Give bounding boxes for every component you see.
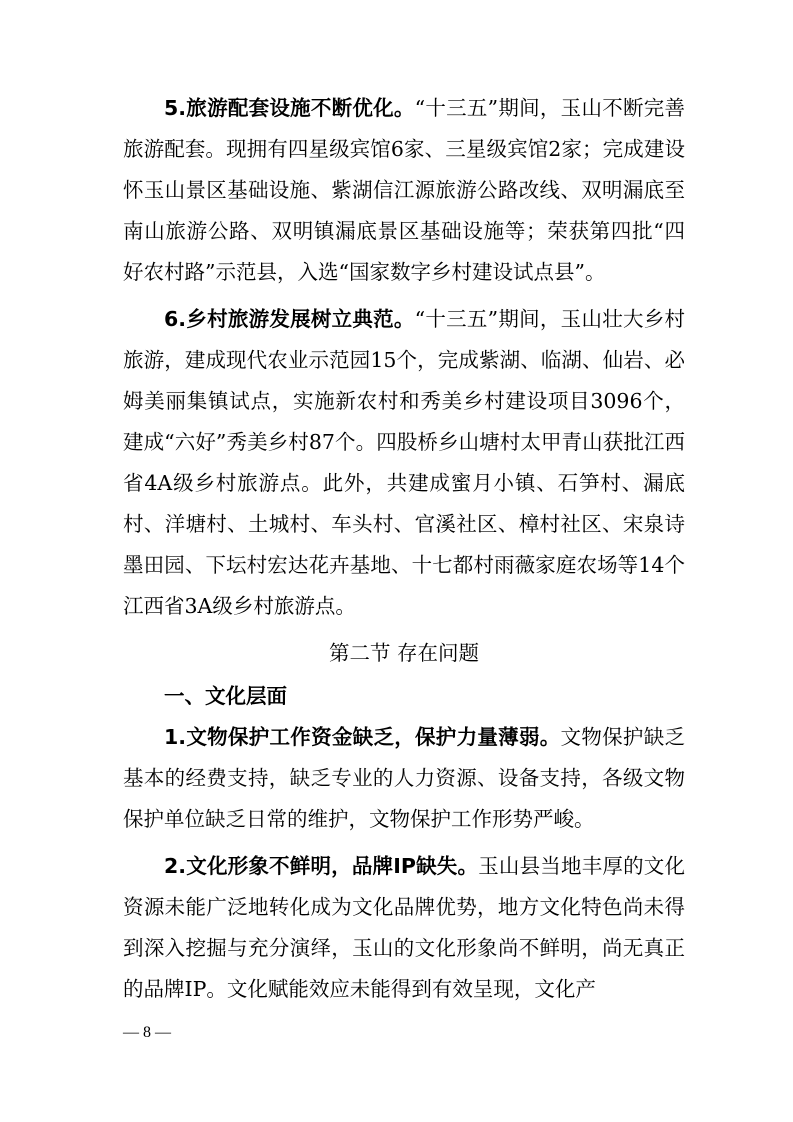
paragraph-lead: 5.旅游配套设施不断优化。: [164, 96, 415, 120]
subsection-heading: 一、文化层面: [164, 684, 287, 708]
paragraph-rural-tourism: [123, 299, 685, 627]
document-body: [123, 88, 685, 1010]
paragraph-text: 文物保护缺乏基本的经费支持，缺乏专业的人力资源、设备支持，各级文物保护单位缺乏日常的维护，文物保护工作形势严峻。: [123, 725, 685, 831]
page-number: — 8 —: [123, 1024, 171, 1041]
paragraph-text: “十三五”期间，玉山不断完善旅游配套。现拥有四星级宾馆6家、三星级宾馆2家；完成建设怀玉山景区基础设施、紫湖信江源旅游公路改线、双明漏底至南山旅游公路、双明镇漏底景区基础设施等；荣获第四批“四好农村路”示范县，入选“国家数字乡村建设试点县”。: [123, 96, 685, 284]
paragraph-cultural-image: [123, 846, 685, 1010]
paragraph-lead: 2.文化形象不鲜明，品牌IP缺失。: [164, 854, 479, 878]
section-title: 第二节 存在问题: [328, 641, 480, 665]
paragraph-lead: 1.文物保护工作资金缺乏，保护力量薄弱。: [164, 725, 561, 749]
paragraph-text: 玉山县当地丰厚的文化资源未能广泛地转化成为文化品牌优势，地方文化特色尚未得到深入挖掘与充分演绎，玉山的文化形象尚不鲜明，尚无真正的品牌IP。文化赋能效应未能得到有效呈现，文化产: [123, 854, 686, 1001]
paragraph-heritage-funding: [123, 717, 685, 840]
paragraph-tourism-facilities: [123, 88, 685, 293]
paragraph-lead: 6.乡村旅游发展树立典范。: [164, 307, 415, 331]
paragraph-text: “十三五”期间，玉山壮大乡村旅游，建成现代农业示范园15个，完成紫湖、临湖、仙岩、必姆美丽集镇试点，实施新农村和秀美乡村建设项目3096个，建成“六好”秀美乡村87个。四股桥乡山塘村太甲青山获批江西省4A级乡村旅游点。此外，共建成蜜月小镇、石笋村、漏底村、洋塘村、土城村、车头村、官溪社区、樟村社区、宋泉诗墨田园、下坛村宏达花卉基地、十七都村雨薇家庭农场等14个江西省3A级乡村旅游点。: [123, 307, 685, 618]
